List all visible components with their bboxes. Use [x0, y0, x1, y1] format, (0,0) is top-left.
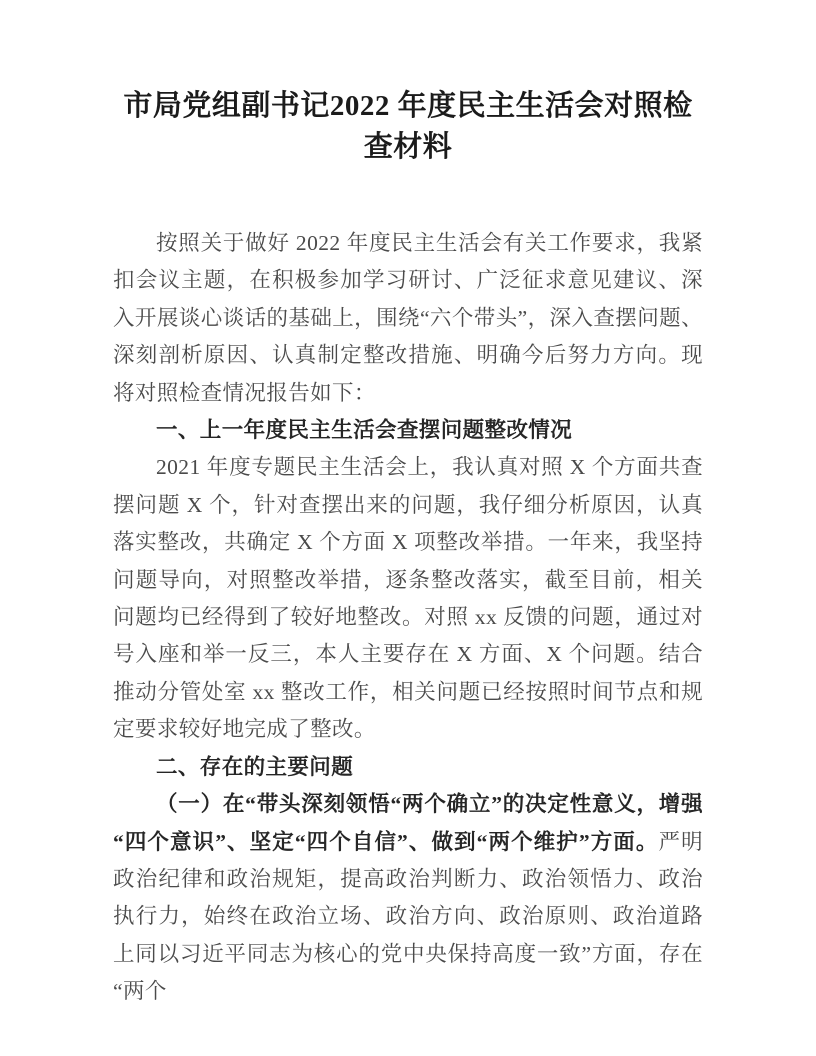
document-title: 市局党组副书记2022 年度民主生活会对照检查材料 — [123, 90, 693, 163]
paragraph-issue-1 — [113, 786, 703, 1010]
issue-1-body-text: 严明政治纪律和政治规矩，提高政治判断力、政治领悟力、政治执行力，始终在政治立场、政治方向、政治原则、政治道路上同以习近平同志为核心的党中央保持高度一致”方面，存在“两个 — [113, 829, 703, 1004]
issue-1-lead-bold: （一）在“带头深刻领悟“两个确立”的决定性意义，增强“四个意识”、坚定“四个自信”、做到“两个维护”方面。 — [113, 792, 703, 854]
paragraph-rectification: 2021 年度专题民主生活会上，我认真对照 X 个方面共查摆问题 X 个，针对查摆出来的问题，我仔细分析原因，认真落实整改，共确定 X 个方面 X 项整改举措。一年来，我坚持问题导向，对照整改举措，逐条整改落实，截至目前，相关问题均已经得到了较好地整改。对照 xx 反馈的问题，通过对号入座和举一反三，本人主要存在 X 方面、X 个问题。结合推动分管处室 xx 整改工作，相关问题已经按照时间节点和规定要求较好地完成了整改。 — [113, 455, 703, 742]
section-heading-1: 一、上一年度民主生活会查摆问题整改情况 — [156, 418, 573, 443]
section-heading-2: 二、存在的主要问题 — [156, 754, 354, 779]
paragraph-intro: 按照关于做好 2022 年度民主生活会有关工作要求，我紧扣会议主题，在积极参加学习研讨、广泛征求意见建议、深入开展谈心谈话的基础上，围绕“六个带头”，深入查摆问题、深刻剖析原因、认真制定整改措施、明确今后努力方向。现将对照检查情况报告如下： — [113, 231, 703, 405]
